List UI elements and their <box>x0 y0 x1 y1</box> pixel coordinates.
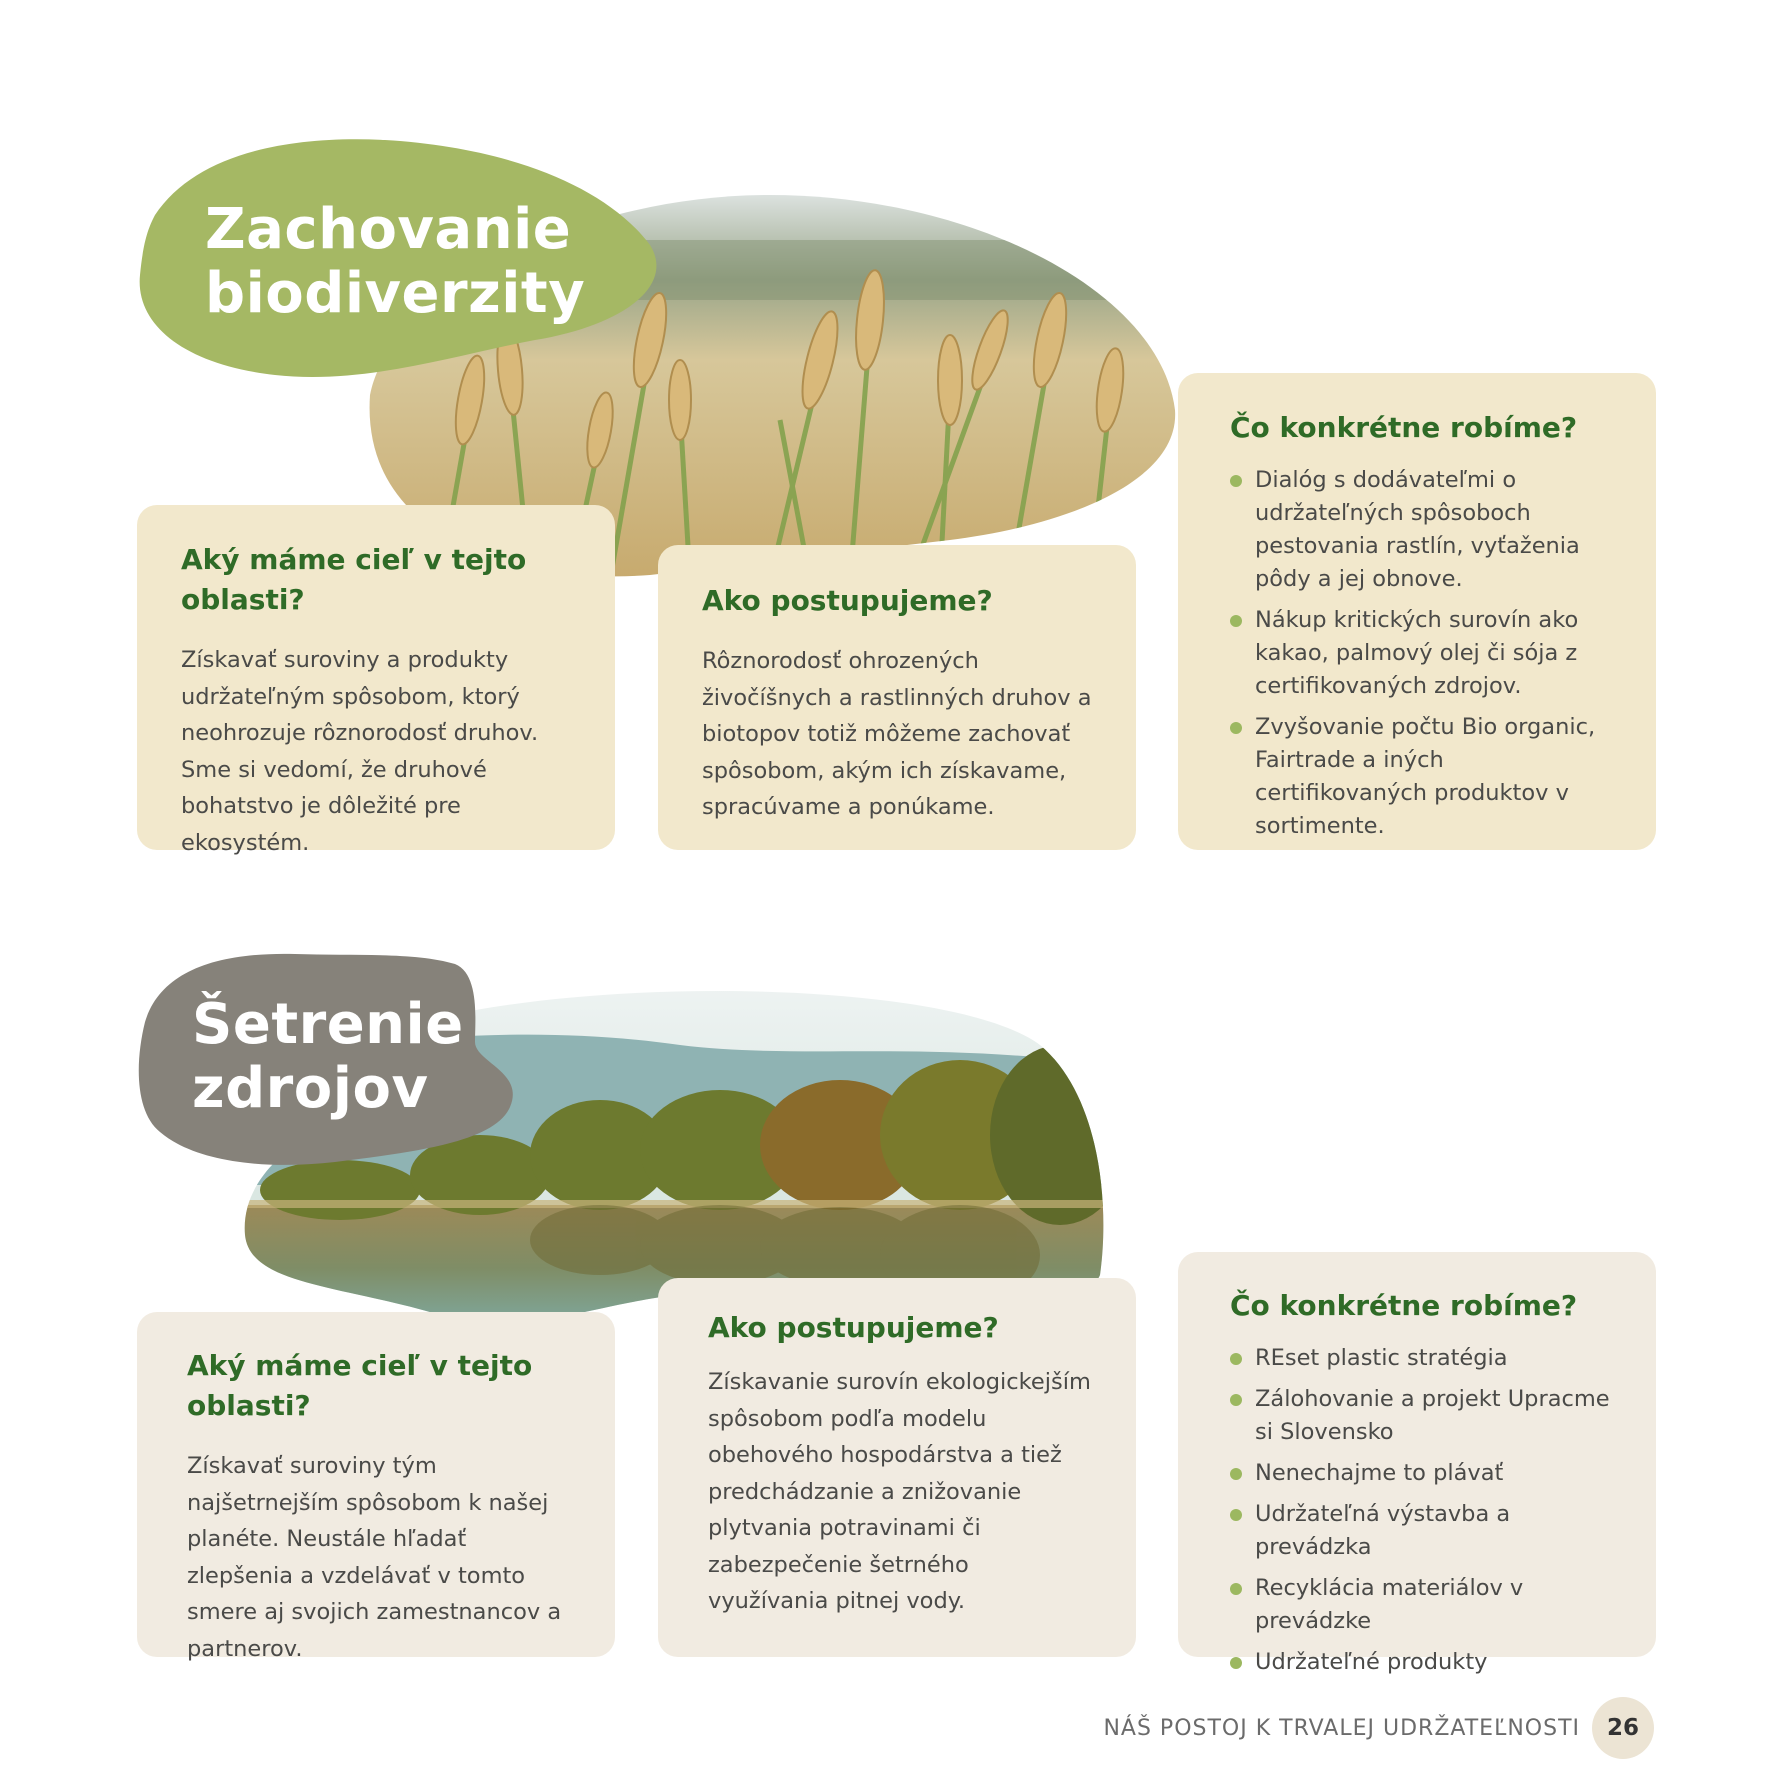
section-title-line1: Zachovanie <box>205 197 572 262</box>
actions-list <box>1230 464 1612 843</box>
list-item: REset plastic stratégia <box>1230 1342 1616 1375</box>
goal-text: Získavať suroviny a produkty udržateľným spôsobom, ktorý neohrozuje rôznorodosť druhov. Sme si vedomí, že druhové bohatstvo je dôležité pre ekosystém. <box>181 647 539 856</box>
bullet-icon <box>1230 475 1242 487</box>
list-item: Zálohovanie a projekt Upracme si Slovensko <box>1230 1383 1616 1449</box>
actions-heading: Čo konkrétne robíme? <box>1230 1289 1578 1322</box>
bullet-icon <box>1230 1394 1242 1406</box>
bullet-icon <box>1230 1657 1242 1669</box>
list-item: Zvyšovanie počtu Bio organic, Fairtrade a iných certifikovaných produktov v sortimente. <box>1230 711 1612 843</box>
approach-text: Získavanie surovín ekologickejším spôsobom podľa modelu obehového hospodárstva a tiež predchádzanie a znižovanie plytvania potravinami či zabezpečenie šetrného využívania pitnej vody. <box>708 1369 1091 1614</box>
section-title-biodiversity <box>205 198 585 326</box>
approach-card <box>658 1278 1136 1657</box>
actions-card <box>1178 373 1656 850</box>
goal-card <box>137 1312 615 1662</box>
goal-heading: Aký máme cieľ v tejto oblasti? <box>187 1349 533 1422</box>
list-item: Udržateľné produkty <box>1230 1646 1616 1679</box>
actions-card <box>1178 1252 1656 1675</box>
section-title-line2: zdrojov <box>192 1056 429 1121</box>
footer-title: NÁŠ POSTOJ K TRVALEJ UDRŽATEĽNOSTI <box>1103 1716 1580 1741</box>
approach-text: Rôznorodosť ohrozených živočíšnych a rastlinných druhov a biotopov totiž môžeme zachovať spôsobom, akým ich získavame, spracúvame a ponúkame. <box>702 648 1092 820</box>
approach-heading: Ako postupujeme? <box>702 584 993 617</box>
bullet-icon <box>1230 615 1242 627</box>
page-number: 26 <box>1592 1697 1654 1759</box>
approach-card <box>658 545 1136 850</box>
bullet-icon <box>1230 1509 1242 1521</box>
goal-text: Získavať suroviny tým najšetrnejším spôsobom k našej planéte. Neustále hľadať zlepšenia a vzdelávať v tomto smere aj svojich zamestnancov a partnerov. <box>187 1453 562 1662</box>
actions-heading: Čo konkrétne robíme? <box>1230 411 1578 444</box>
section-title-resources <box>192 993 464 1121</box>
goal-heading: Aký máme cieľ v tejto oblasti? <box>181 543 527 616</box>
actions-list <box>1230 1342 1616 1679</box>
bullet-icon <box>1230 1468 1242 1480</box>
list-item: Dialóg s dodávateľmi o udržateľných spôsoboch pestovania rastlín, vyťaženia pôdy a jej obnove. <box>1230 464 1612 596</box>
bullet-icon <box>1230 1583 1242 1595</box>
list-item: Nákup kritických surovín ako kakao, palmový olej či sója z certifikovaných zdrojov. <box>1230 604 1612 703</box>
list-item: Udržateľná výstavba a prevádzka <box>1230 1498 1616 1564</box>
list-item: Nenechajme to plávať <box>1230 1457 1616 1490</box>
section-title-line1: Šetrenie <box>192 992 464 1057</box>
section-title-line2: biodiverzity <box>205 261 586 326</box>
bullet-icon <box>1230 1353 1242 1365</box>
approach-heading: Ako postupujeme? <box>708 1311 999 1344</box>
list-item: Recyklácia materiálov v prevádzke <box>1230 1572 1616 1638</box>
bullet-icon <box>1230 722 1242 734</box>
goal-card <box>137 505 615 856</box>
